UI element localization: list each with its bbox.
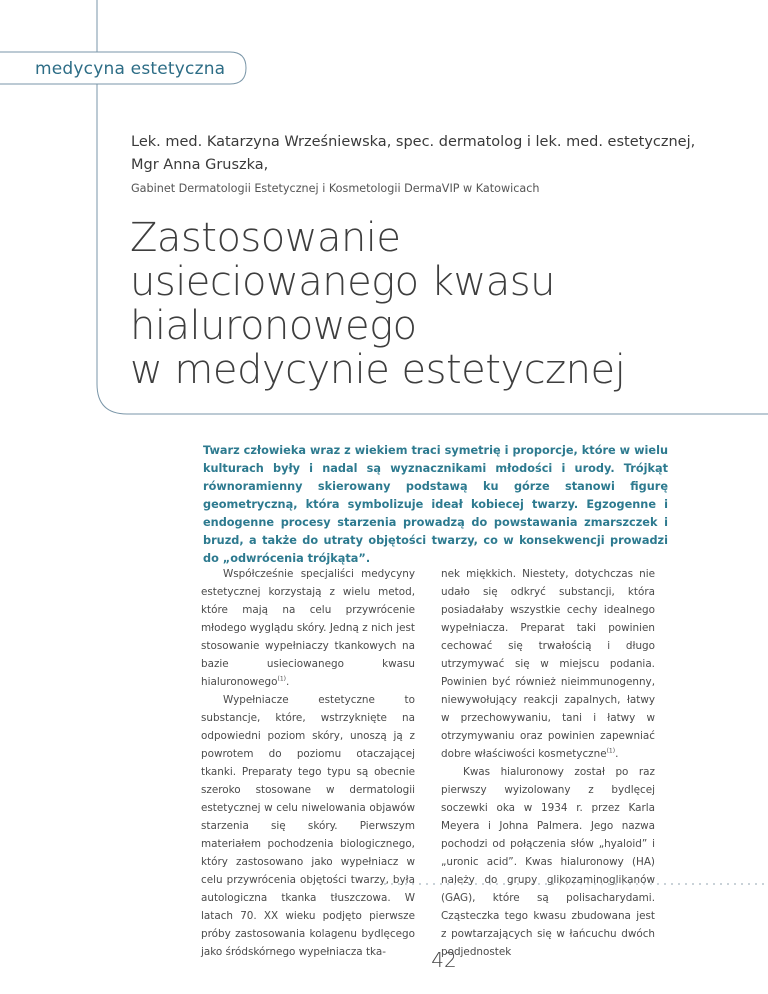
body-paragraph: Kwas hialuronowy został po raz pierwszy wyizolowany z bydlęcej soczewki oka w 1934 r. przez Karla Meyera i Johna Palmera. Jego nazwa pochodzi od połączenia słów „hyaloid” i „uronic acid”. Kwas hialuronowy (HA) należy do grupy glikozaminoglikanów (GAG), które są polisacharydami. Cząsteczka tego kwasu zbudowana jest z powtarzających się w łańcuchu dwóch podjednostek bbox=[441, 766, 655, 958]
title-line: hialuronowego bbox=[130, 303, 417, 349]
body-paragraph bbox=[201, 565, 415, 691]
section-tab: medycyna estetyczna bbox=[35, 59, 226, 79]
body-column-right bbox=[441, 565, 655, 961]
article-title bbox=[130, 216, 690, 392]
paragraph-text: nek miękkich. Niestety, dotychczas nie udało się odkryć substancji, która posiadałaby wszystkie cechy idealnego wypełniacza. Preparat taki powinien cechować się trwałością i długo utrzymywać się w miejscu podania. Powinien być również nieimmunogenny, niewywołujący reakcji zapalnych, łatwy w przechowywaniu, tani i łatwy w otrzymywaniu oraz powinien zapewniać dobre właściwości kosmetyczne bbox=[441, 568, 655, 760]
paragraph-end: . bbox=[286, 676, 290, 688]
title-line: w medycynie estetycznej bbox=[130, 347, 626, 393]
reference-marker: (1) bbox=[606, 747, 616, 755]
paragraph-end: . bbox=[615, 748, 619, 760]
authors-line-1: Lek. med. Katarzyna Wrześniewska, spec. dermatolog i lek. med. estetycznej, bbox=[131, 134, 696, 150]
title-line: Zastosowanie bbox=[130, 215, 401, 261]
paragraph-text: Współcześnie specjaliści medycyny estetycznej korzystają z wielu metod, które mają na celu przywrócenie młodego wyglądu skóry. Jedną z nich jest stosowanie wypełniaczy tkankowych na bazie usieciowanego kwasu hialuronowego bbox=[201, 568, 415, 688]
reference-marker: (1) bbox=[277, 675, 286, 683]
authors-line-2: Mgr Anna Gruszka, bbox=[131, 157, 269, 173]
lead-paragraph: Twarz człowieka wraz z wiekiem traci symetrię i proporcje, które w wielu kulturach były i nadal są wyznacznikami młodości i urody. Trójkąt równoramienny skierowany podstawą ku górze stanowi figurę geometryczną, która symbolizuje ideał kobiecej twarzy. Egzogenne i endogenne procesy starzenia prowadzą do powstawania zmarszczek i bruzd, a także do utraty objętości twarzy, co w konsekwencji prowadzi do „odwrócenia trójkąta”. bbox=[203, 444, 668, 565]
body-paragraph bbox=[441, 565, 655, 763]
title-line: usieciowanego kwasu bbox=[130, 259, 555, 305]
page-number: 42 bbox=[431, 948, 457, 972]
body-column-left bbox=[201, 565, 415, 961]
affiliation: Gabinet Dermatologii Estetycznej i Kosmetologii DermaVIP w Katowicach bbox=[131, 182, 540, 195]
body-paragraph: Wypełniacze estetyczne to substancje, które, wstrzyknięte na odpowiedni poziom skóry, unoszą ją z powrotem do poziomu otaczającej tkanki. Preparaty tego typu są obecnie szeroko stosowane w dermatologii estetycznej w celu niwelowania objawów starzenia się skóry. Pierwszym materiałem pochodzenia biologicznego, który zastosowano jako wypełniacz w celu przywrócenia objętości twarzy, była autologiczna tkanka tłuszczowa. W latach 70. XX wieku podjęto pierwsze próby zastosowania kolagenu bydlęcego jako śródskórnego wypełniacza tka- bbox=[201, 694, 415, 958]
authors bbox=[131, 131, 731, 177]
